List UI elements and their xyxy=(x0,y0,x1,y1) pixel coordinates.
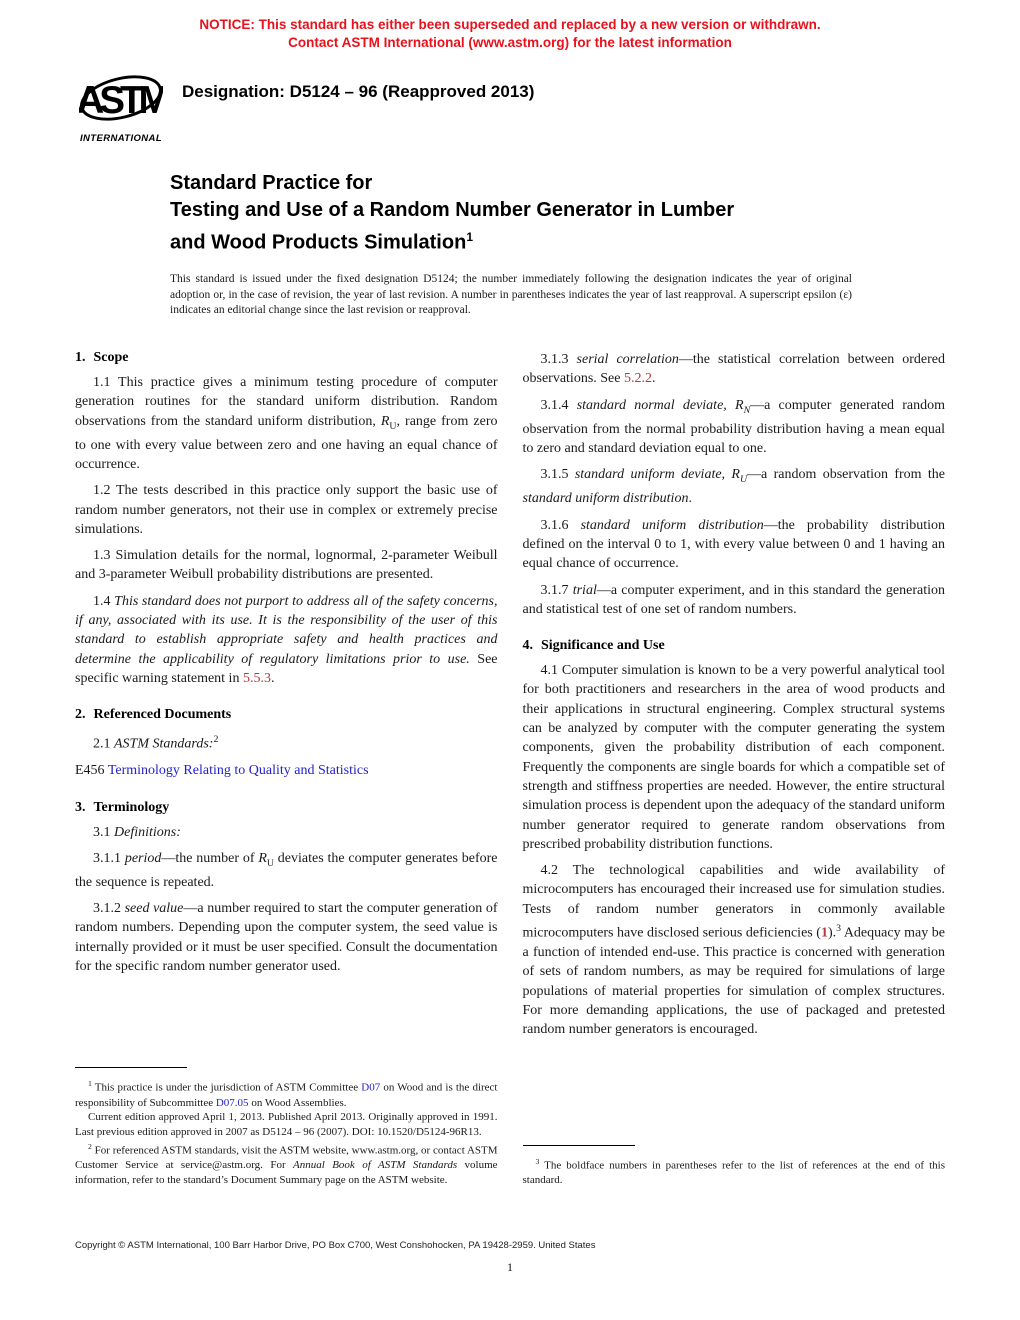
paragraph xyxy=(523,350,946,389)
footnote xyxy=(75,1140,498,1188)
superseded-notice xyxy=(0,16,1020,51)
text-segment: 4.2 The technological capabilities and wide availability of microcomputers has encouraged their increased use for simulation studies. Tests of random number generators in commonly available microcomputers have disclosed serious deficiencies ( xyxy=(522,863,945,941)
section-number: 3. xyxy=(75,799,86,815)
text-segment: standard uniform deviate, R xyxy=(574,467,740,483)
text-segment: —a computer generated random observation from the normal probability distribution having a mean equal to zero and standard deviation equal to one. xyxy=(522,397,946,456)
text-segment: Annual Book of ASTM Standards xyxy=(293,1159,458,1172)
text-segment: —a number required to start the computer generation of random numbers. Depending upon the computer system, the seed value is internally provided or it must be user specified. Consult the documentation for the specific random number generator used. xyxy=(75,901,498,975)
astm-globe-icon xyxy=(79,66,163,130)
section-title: Scope xyxy=(93,350,129,365)
section-title: Significance and Use xyxy=(541,638,665,654)
superscript: 2 xyxy=(213,734,219,746)
section-heading xyxy=(523,638,946,654)
text-segment: R xyxy=(380,413,390,429)
text-segment: —a computer experiment, and in this standard the generation and statistical test of one set of random numbers. xyxy=(522,582,945,617)
text-segment: . xyxy=(651,371,656,387)
text-segment: Adequacy may be a function of intended end-use. This practice is concerned with generation of sets of random numbers, as may be required for simulations of large populations of material properties for simulation of complex structures. For more demanding applications, the use of packaged and pretested random number generators is encouraged. xyxy=(522,925,945,1038)
paragraph xyxy=(75,849,498,892)
text-segment: period xyxy=(124,850,162,866)
footnotes-block xyxy=(523,1145,946,1188)
text-segment: on Wood Assemblies. xyxy=(248,1096,347,1109)
text-segment: 3.1 xyxy=(93,824,114,840)
title-line-1: Standard Practice for xyxy=(170,172,373,194)
text-segment: 3.1.2 xyxy=(93,901,125,917)
text-segment: 3.1.6 xyxy=(540,517,581,533)
astm-logo-subtitle: INTERNATIONAL xyxy=(79,133,163,144)
paragraph xyxy=(523,396,946,459)
text-segment: ). xyxy=(827,925,837,941)
text-segment: 3.1.7 xyxy=(540,582,573,598)
text-segment: . xyxy=(688,491,692,507)
footnote-separator xyxy=(75,1067,187,1068)
reference-number: 1 xyxy=(820,925,828,941)
section-number: 2. xyxy=(75,707,86,723)
title-line-2: Testing and Use of a Random Number Generator in Lumber xyxy=(170,199,735,221)
paragraph xyxy=(523,581,946,620)
left-column xyxy=(75,350,498,1188)
notice-line-1: NOTICE: This standard has either been superseded and replaced by a new version or withdrawn. xyxy=(199,17,821,32)
cross-reference-link[interactable]: 5.2.2 xyxy=(623,371,652,387)
footnotes-block xyxy=(75,1067,498,1188)
paragraph xyxy=(75,373,498,474)
section-heading xyxy=(75,707,498,723)
text-segment: volume information, refer to the standard’s Document Summary page on the ASTM website. xyxy=(75,1159,498,1187)
text-segment: 4.1 Computer simulation is known to be a very powerful analytical tool for both practitioners and researchers in the area of wood products and their applications in structural engineering. Complex structural systems can be analyzed by computer with the computer generating the system components, given the probability distribution of each component. Frequently the components are single boards for which a compatible set of strength and stiffness properties are needed. However, the entire structural simulation process is dependent upon the adequacy of the standard uniform number generator required to generate random observations from prescribed probability distribution functions. xyxy=(522,663,945,852)
text-segment: 1.3 Simulation details for the normal, lognormal, 2-parameter Weibull and 3-parameter Weibull probability distributions are presented. xyxy=(75,548,498,583)
notice-line-2: Contact ASTM International (www.astm.org) for the latest information xyxy=(288,34,732,50)
text-segment: This standard does not purport to address all of the safety concerns, if any, associated with its use. It is the responsibility of the user of this standard to establish appropriate safety and health practices and determine the applicability of regulatory limitations prior to use. xyxy=(75,593,498,667)
subscript: U xyxy=(389,420,397,432)
copyright-line: Copyright © ASTM International, 100 Barr Harbor Drive, PO Box C700, West Conshohocken, PA 19428-2959. United States xyxy=(75,1240,596,1251)
footnote-separator xyxy=(523,1145,635,1146)
text-segment: This practice is under the jurisdiction of ASTM Committee xyxy=(91,1081,362,1094)
text-segment: The boldface numbers in parentheses refer to the list of references at the end of this standard. xyxy=(522,1159,945,1187)
two-column-body xyxy=(75,350,945,1188)
text-segment: 2.1 xyxy=(93,736,114,752)
svg-text:ASTM: ASTM xyxy=(79,79,163,123)
paragraph xyxy=(523,661,946,854)
subscript: N xyxy=(743,404,751,416)
designation-line: Designation: D5124 – 96 (Reapproved 2013) xyxy=(182,82,535,101)
text-segment: ASTM Standards: xyxy=(114,736,214,752)
footnote xyxy=(75,1077,498,1110)
superscript: 3 xyxy=(535,1156,540,1166)
text-segment: seed value xyxy=(124,901,184,917)
text-segment: standard uniform distribution xyxy=(580,517,764,533)
astm-logo xyxy=(78,66,164,144)
subscript: U xyxy=(266,857,274,869)
text-segment: R xyxy=(258,850,267,866)
text-segment: E456 xyxy=(75,763,108,779)
text-segment: 3.1.4 xyxy=(540,397,577,413)
issuance-note: This standard is issued under the fixed designation D5124; the number immediately following the designation indicates the year of original adoption or, in the case of revision, the year of last revision. A number in parentheses indicates the year of last reapproval. A superscript epsilon (ε) indicates an editorial change since the last revision or reapproval. xyxy=(170,273,852,316)
section-heading xyxy=(75,350,498,366)
text-segment: —the statistical correlation between ordered observations. See xyxy=(522,352,946,387)
section-title: Referenced Documents xyxy=(93,707,232,723)
text-segment: For referenced ASTM standards, visit the ASTM website, www.astm.org, or contact ASTM Customer Service at service@astm.org. For xyxy=(75,1144,498,1172)
section-number: 1. xyxy=(75,350,86,365)
paragraph xyxy=(75,899,498,976)
text-segment: Current edition approved April 1, 2013. Published April 2013. Originally approved in 1991. Last previous edition approved in 2007 as D5124 – 96 (2007). DOI: 10.1520/D5124-96R13. xyxy=(75,1111,498,1139)
document-link[interactable]: D07.05 xyxy=(215,1096,249,1109)
paragraph xyxy=(523,516,946,574)
paragraph xyxy=(75,823,498,842)
paragraph xyxy=(75,761,498,780)
paragraph xyxy=(75,730,498,754)
page-number: 1 xyxy=(507,1260,513,1274)
text-segment: 3.1.5 xyxy=(540,467,575,483)
text-segment: 3.1.3 xyxy=(540,352,577,367)
footnote xyxy=(523,1155,946,1188)
section-heading xyxy=(75,800,498,816)
text-segment: Definitions: xyxy=(114,824,181,840)
footnote xyxy=(75,1110,498,1140)
paragraph xyxy=(523,465,946,508)
paragraph xyxy=(523,861,946,1039)
text-segment: 1.4 xyxy=(93,593,115,609)
text-segment: . xyxy=(270,670,275,686)
text-segment: —the number of xyxy=(161,850,259,866)
title-line-3: and Wood Products Simulation$^1$ xyxy=(170,230,473,254)
paragraph xyxy=(75,481,498,539)
text-segment: 3.1.1 xyxy=(93,850,125,866)
text-segment: —the probability distribution defined on the interval 0 to 1, with every value between 0 and 1 having an equal chance of occurrence. xyxy=(522,517,945,572)
document-title xyxy=(170,170,950,257)
section-number: 4. xyxy=(522,638,533,654)
text-segment: standard uniform distribution xyxy=(522,491,689,507)
document-link[interactable]: Terminology Relating to Quality and Statistics xyxy=(107,763,369,779)
superscript: 1 xyxy=(88,1079,92,1089)
paragraph xyxy=(75,546,498,585)
text-segment: 1.2 The tests described in this practice only support the basic use of random number generators, not their use in complex or extremely precise simulations. xyxy=(75,483,498,537)
superscript: 3 xyxy=(836,923,842,935)
document-header xyxy=(78,66,534,144)
text-segment: —a random observation from the xyxy=(747,467,946,483)
text-segment: trial xyxy=(572,582,597,598)
cross-reference-link[interactable]: 5.5.3 xyxy=(242,670,271,686)
text-segment: serial correlation xyxy=(576,352,679,367)
subscript: U xyxy=(739,474,748,486)
section-title: Terminology xyxy=(93,799,170,815)
document-link[interactable]: D07 xyxy=(361,1081,381,1094)
title-footnote-marker: 1 xyxy=(466,230,473,244)
right-column xyxy=(523,350,946,1188)
text-segment: deviates the computer generates before the sequence is repeated. xyxy=(75,850,498,890)
text-segment: , range from zero to one with every value between zero and one having an equal chance of occurrence. xyxy=(75,413,498,472)
text-segment: 1.1 This practice gives a minimum testing procedure of computer generation routines for the standard uniform distribution. Random observations from the standard uniform distribution, xyxy=(75,375,498,429)
paragraph xyxy=(75,592,498,688)
superscript: 2 xyxy=(88,1141,92,1151)
text-segment: on Wood and is the direct responsibility of Subcommittee xyxy=(75,1081,498,1109)
text-segment: standard normal deviate, R xyxy=(576,397,744,413)
text-segment: See specific warning statement in xyxy=(75,651,498,686)
